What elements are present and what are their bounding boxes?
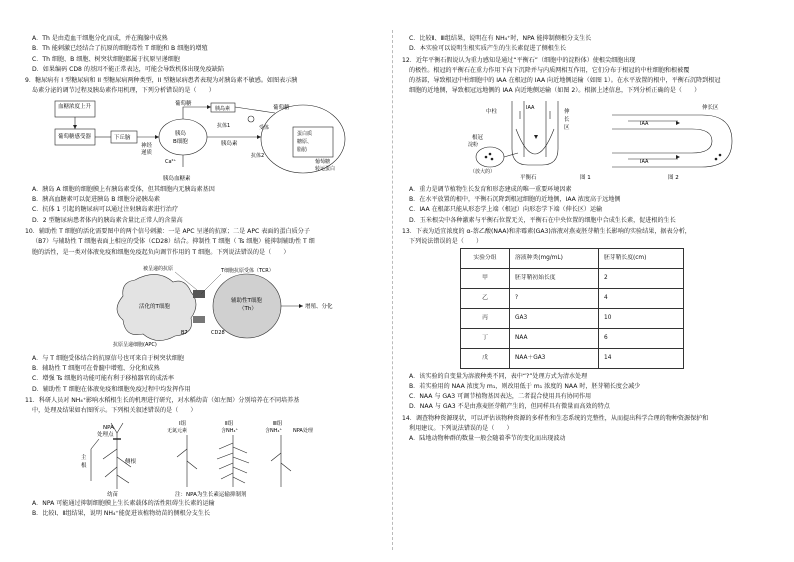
label-npa: NPA: [103, 424, 114, 431]
q10-stem-line3: 胞的活性，是一类对体液免疫和细胞免疫起负向调节作用的 T 细胞。下列说法错误的是（ ）: [32, 248, 290, 256]
label-apc: 抗原呈递细胞(APC): [113, 341, 157, 348]
q12-stem-line1: 12．近年平衡石假说认为重力感知是通过“平衡石”（细胞中的淀粉体）使根尖细胞出现: [402, 56, 636, 64]
q10-option-c: C．增强 Ts 细胞的功能可能有利于移植器官的成活率: [32, 375, 174, 383]
q12-stem-line3: 的基部，导致根冠中柱细胞中的 IAA 在根冠的 IAA 向近地侧运输（如图 1）。在水平放置的根中，平衡石沉降到根冠: [409, 77, 721, 85]
label-receptor: 受体: [259, 124, 270, 131]
q12-stem-line2: 的极性。根冠的平衡石在重力作用下向下沉降并与内质网相互作用，它们分布于根冠的中柱细胞和根被覆: [409, 66, 690, 74]
label-nerve: 神经: [141, 142, 153, 149]
q12-stem-line4: 细胞的近地侧，导致根冠远地侧的 IAA 向近地侧运输（如图 2）。根据上述信息，下列分析正确的是（ ）: [409, 87, 701, 95]
label-seedling: 幼苗: [107, 491, 119, 497]
table-row: [461, 308, 684, 328]
label-main-2: 根: [81, 462, 87, 469]
q12-option-c: C．IAA 在根部只能从形态学上端（根冠）向形态学下端（伸长区）运输: [409, 206, 603, 214]
label-fig2: 图 2: [668, 174, 679, 181]
label-insulin: 胰岛素: [221, 140, 238, 147]
label-npa-note: 注：NPA为生长素运输抑制剂: [175, 491, 247, 497]
label-glucose-rise: 血糖浓度上升: [58, 103, 92, 110]
table-cell: NAA＋GA3: [510, 348, 599, 368]
label-protein: 蛋白质: [297, 130, 313, 137]
label-fat: 脂肪: [297, 146, 308, 153]
q9-figure: [25, 99, 385, 183]
label-glucose-transporter-1: 葡萄糖: [315, 158, 331, 165]
q13-option-b: B．若实验用的 NAA 浓度为 m₁，则改用低于 m₁ 浓度的 NAA 时，胚芽鞘长度会减少: [409, 382, 641, 390]
q10-option-b: B．辅助性 T 细胞可在骨髓中增殖、分化和成熟: [32, 365, 160, 373]
label-iaa-bottom: IAA: [640, 158, 649, 165]
table-cell: 14: [599, 348, 684, 368]
table-row: [461, 348, 684, 368]
label-elong-zone: 伸长区: [702, 104, 719, 111]
table-cell: 4: [599, 288, 684, 308]
table-cell: 乙: [461, 288, 510, 308]
table-cell: 10: [599, 308, 684, 328]
label-hypothalamus: 下丘脑: [114, 134, 131, 141]
q9-option-c: C．抗体 1 引起的糖尿病可以通过注射胰岛素进行治疗: [32, 206, 179, 214]
label-b7: B7: [181, 329, 188, 336]
label-elong-2: 长: [564, 116, 570, 123]
table-cell: 6: [599, 328, 684, 348]
q13-table: [460, 248, 684, 369]
t-cell-activation-diagram: [25, 260, 365, 352]
label-calcium: Ca²⁺: [165, 158, 177, 165]
label-group-3: Ⅲ组: [273, 420, 283, 427]
q11-stem-line1: 11．科研人员对 NH₄⁺影响水稻根生长的机理进行研究，对水稻幼苗（如左图）分别培养在不同培养基: [25, 397, 300, 405]
label-glycogen: 糖原、: [297, 138, 313, 145]
q12-option-a: A．重力是调节植物生长发育和形态建成的唯一重要环境因素: [409, 185, 572, 193]
label-no-nitrogen: 无氮元素: [167, 427, 188, 434]
rice-root-diagram: [25, 419, 365, 497]
q10-stem-line2: （B7）与辅助性 T 细胞表面上相应的受体（CD28）结合。抑制性 T 细胞（ Ts 细胞）能抑制辅助性 T 细: [32, 238, 315, 246]
q11-option-d: D．本实验可以说明生根实质产生的生长素促进了侧根生长: [409, 45, 567, 53]
q9-option-d: D．2 型糖尿病患者体内的胰岛素含量比正常人的含量高: [32, 216, 183, 224]
label-helper-t: 辅助性T细胞: [231, 297, 262, 304]
label-iaa-fig1: IAA: [526, 104, 535, 111]
label-npa-treat: NPA处理: [293, 427, 313, 434]
q8-option-a: A．Th 是由造血干细胞分化而成，并在胸腺中成熟: [32, 35, 168, 42]
q9-option-a: A．胰岛 A 细胞的细胞膜上有胰岛素受体，但其细胞内无胰岛素基因: [32, 185, 215, 193]
q10-option-d: D．辅助性 T 细胞在体液免疫和细胞免疫过程中均发挥作用: [32, 385, 191, 393]
q8-option-d: D．如果编码 CD8 的基因不能正常表达，可能会导致机体出现免疫缺陷: [32, 65, 225, 73]
label-statolith: 平衡石: [520, 174, 537, 181]
label-elong-3: 区: [564, 124, 570, 131]
left-column: [25, 34, 385, 519]
label-glucose-transporter-2: 转运蛋白: [315, 165, 336, 172]
table-row: [461, 288, 684, 308]
label-glucagon: 胰岛血糖素: [163, 175, 191, 182]
label-glucose-top: 葡萄糖: [175, 100, 192, 107]
table-cell: GA3: [510, 308, 599, 328]
q11-option-a: A．NPA 可能通过抑制细胞膜上生长素载体的活性阻碍生长素的运输: [32, 499, 215, 507]
q11-stem-line2: 中，处理及结果如右图所示。下列相关叙述错误的是（ ）: [32, 407, 197, 415]
q9-stem-line2: 岛素分泌的调节过程及胰岛素作用机理，下列分析错误的是（ ）: [32, 87, 215, 95]
label-elong-1: 伸: [564, 108, 570, 115]
label-npa-point: 处理点: [97, 431, 114, 438]
insulin-diagram: [25, 99, 365, 183]
table-cell: 丙: [461, 308, 510, 328]
table-header-group: 实验分组: [461, 248, 510, 268]
q13-option-a: A．该实验的自变量为溶液种类不同，表中“?”处理方式为清水处理: [409, 372, 588, 380]
label-islet: 胰岛: [175, 130, 187, 137]
label-insulin-top: 胰岛素: [215, 105, 231, 112]
label-root-cap: 根冠: [472, 134, 484, 141]
table-cell: 丁: [461, 328, 510, 348]
q9-stem-line1: 9．糖尿病有 I 型糖尿病和 II 型糖尿病两种类型，II 型糖尿病患者表现为对胰岛素不敏感。如图表示胰: [25, 77, 298, 85]
table-cell: 甲: [461, 268, 510, 288]
q13-stem-line2: 下列说法错误的是（ ）: [409, 238, 483, 246]
table-row: [461, 328, 684, 348]
label-cd28: CD28: [211, 329, 225, 336]
q8-option-b: B．Th 能刺激已经结合了抗原的细胞毒性 T 细胞和 B 细胞的增殖: [32, 45, 208, 53]
table-row: [461, 268, 684, 288]
q12-option-b: B．在水平放置的根中，平衡石沉降到根冠细胞的近地侧，IAA 浓度高于远地侧: [409, 196, 621, 204]
q12-option-d: D．玉米根尖中各种激素与平衡石位置无关，平衡石在中央位置的细胞中合成生长素，促进根的生长: [409, 216, 676, 224]
b7-cd28: [193, 316, 205, 323]
table-header-solution: 溶液种类(mg/mL): [510, 248, 599, 268]
right-column: [402, 34, 770, 445]
q8-option-c: C．Th 细胞、B 细胞、树突状细胞都属于抗原呈递细胞: [32, 55, 180, 63]
q10-figure: [25, 260, 385, 352]
label-nh4: 含NH₄⁺: [221, 427, 239, 434]
label-iaa-top: IAA: [640, 120, 649, 127]
label-nh4-npa: 含NH₄⁺: [265, 427, 283, 434]
label-glucose-right: 葡萄糖: [273, 104, 290, 111]
q11-figure: [25, 419, 385, 497]
label-fig1: 图 1: [580, 174, 591, 181]
label-antibody-1: 抗体1: [217, 122, 231, 129]
label-presented-antigen: 被呈递的抗原: [143, 265, 174, 272]
label-glucose-sensor: 葡萄糖感受器: [58, 133, 92, 140]
column-divider: [392, 30, 393, 550]
tcr-complex: [193, 290, 205, 298]
label-starch: 淀粉: [468, 141, 479, 148]
label-b-cell: B细胞: [173, 138, 188, 145]
label-th: （Th）: [239, 305, 257, 312]
table-cell: ?: [510, 288, 599, 308]
table-cell: 戊: [461, 348, 510, 368]
table-header-row: [461, 248, 684, 268]
q11-option-b: B．比较Ⅰ、Ⅱ组结果，说明 NH₄⁺能促进该植物幼苗的侧根分支生长: [32, 509, 211, 517]
table-cell: NAA: [510, 328, 599, 348]
table-cell: 2: [599, 268, 684, 288]
label-group-1: Ⅰ组: [179, 420, 187, 427]
q14-option-a: A．陆地动物种群的数量一般会随着季节的变化而出现波动: [409, 435, 566, 443]
label-lateral-root: 侧根: [125, 458, 137, 465]
table-cell: 胚芽鞘初始长度: [510, 268, 599, 288]
q10-stem-line1: 10．辅助性 T 细胞的活化需要图中的两个信号刺激：一是 APC 呈递的抗原；二是 APC 表面的蛋白质分子: [25, 227, 310, 235]
q11-option-c: C．比较Ⅱ、Ⅲ组结果，说明在有 NH₄⁺时，NPA 能抑制侧根分支生长: [409, 35, 592, 42]
q12-figure: [402, 99, 770, 183]
label-stele: 中柱: [486, 108, 498, 115]
label-main-1: 主: [81, 454, 87, 461]
q14-stem-line1: 14．调查物种资源现状，可以评估该物种资源的多样性和生态系统的完整性，从而提出科学合理的物种资源保护和: [402, 414, 709, 422]
q14-stem-line2: 利用建议。下列说法错误的是（ ）: [409, 425, 513, 433]
q10-option-a: A．与 T 细胞受体结合的抗原信号也可来自于树突状细胞: [32, 354, 184, 362]
label-prolif: 增殖、分化: [305, 303, 333, 310]
label-activated-t: 活化的T细胞: [139, 303, 170, 310]
label-antibody-2: 抗体2: [251, 152, 265, 159]
q13-option-d: D．NAA 与 GA3 不是由燕麦胚芽鞘产生的，但同样具有微量而高效的特点: [409, 403, 610, 411]
table-header-length: 胚芽鞘长度(cm): [599, 248, 684, 268]
q9-option-b: B．胰高血糖素可以促进胰岛 B 细胞分泌胰岛素: [32, 196, 161, 204]
root-gravity-diagram: [402, 99, 762, 183]
label-group-2: Ⅱ组: [225, 420, 234, 427]
label-transmitter: 递质: [141, 149, 153, 156]
q13-stem-line1: 13．下表为适宜浓度的 α-萘乙酸(NAA)和赤霉素(GA3)溶液对燕麦胚芽鞘生长影响的实验结果，据表分析，: [402, 227, 691, 235]
label-enlarged: （放大的）: [470, 168, 496, 175]
label-tcr: T细胞抗原受体（TCR）: [221, 267, 274, 274]
q13-option-c: C．NAA 与 GA3 可调节植物基因表达，二者混合使用具有协同作用: [409, 393, 592, 401]
